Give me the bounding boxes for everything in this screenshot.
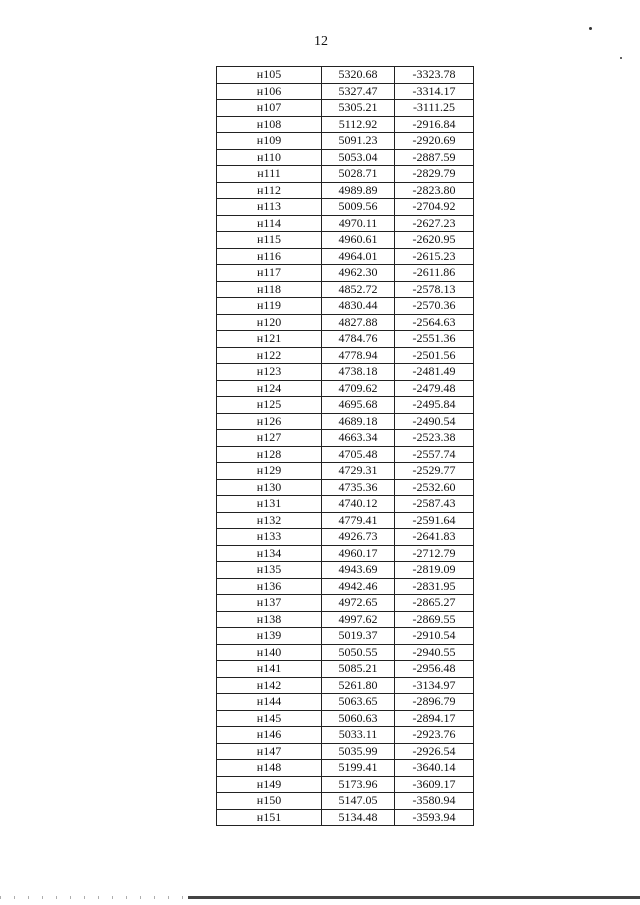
scan-speck <box>589 27 592 30</box>
table-row <box>217 67 474 84</box>
x-coordinate-cell: 4784.76 <box>322 331 395 348</box>
table-row <box>217 545 474 562</box>
point-id-cell: н125 <box>217 397 322 414</box>
point-id-cell: н150 <box>217 793 322 810</box>
y-coordinate-cell: -2490.54 <box>395 413 474 430</box>
table-row <box>217 182 474 199</box>
point-id-cell: н131 <box>217 496 322 513</box>
y-coordinate-cell: -2523.38 <box>395 430 474 447</box>
x-coordinate-cell: 4779.41 <box>322 512 395 529</box>
x-coordinate-cell: 5085.21 <box>322 661 395 678</box>
x-coordinate-cell: 4827.88 <box>322 314 395 331</box>
y-coordinate-cell: -2831.95 <box>395 578 474 595</box>
x-coordinate-cell: 4695.68 <box>322 397 395 414</box>
x-coordinate-cell: 5134.48 <box>322 809 395 826</box>
table-row <box>217 265 474 282</box>
table-row <box>217 232 474 249</box>
x-coordinate-cell: 4830.44 <box>322 298 395 315</box>
point-id-cell: н132 <box>217 512 322 529</box>
point-id-cell: н113 <box>217 199 322 216</box>
point-id-cell: н115 <box>217 232 322 249</box>
table-row <box>217 479 474 496</box>
y-coordinate-cell: -2865.27 <box>395 595 474 612</box>
y-coordinate-cell: -2829.79 <box>395 166 474 183</box>
table-row <box>217 446 474 463</box>
table-row <box>217 331 474 348</box>
y-coordinate-cell: -2481.49 <box>395 364 474 381</box>
y-coordinate-cell: -3593.94 <box>395 809 474 826</box>
point-id-cell: н106 <box>217 83 322 100</box>
point-id-cell: н151 <box>217 809 322 826</box>
y-coordinate-cell: -2923.76 <box>395 727 474 744</box>
coordinates-table-container <box>216 66 474 826</box>
point-id-cell: н141 <box>217 661 322 678</box>
table-row <box>217 809 474 826</box>
point-id-cell: н108 <box>217 116 322 133</box>
table-row <box>217 661 474 678</box>
x-coordinate-cell: 4972.65 <box>322 595 395 612</box>
table-row <box>217 83 474 100</box>
x-coordinate-cell: 4738.18 <box>322 364 395 381</box>
x-coordinate-cell: 5009.56 <box>322 199 395 216</box>
page-number: 12 <box>314 34 328 49</box>
x-coordinate-cell: 4962.30 <box>322 265 395 282</box>
x-coordinate-cell: 5261.80 <box>322 677 395 694</box>
x-coordinate-cell: 5028.71 <box>322 166 395 183</box>
y-coordinate-cell: -3314.17 <box>395 83 474 100</box>
x-coordinate-cell: 4735.36 <box>322 479 395 496</box>
point-id-cell: н110 <box>217 149 322 166</box>
x-coordinate-cell: 5112.92 <box>322 116 395 133</box>
point-id-cell: н118 <box>217 281 322 298</box>
table-row <box>217 463 474 480</box>
table-row <box>217 364 474 381</box>
point-id-cell: н129 <box>217 463 322 480</box>
x-coordinate-cell: 4740.12 <box>322 496 395 513</box>
y-coordinate-cell: -2712.79 <box>395 545 474 562</box>
x-coordinate-cell: 4663.34 <box>322 430 395 447</box>
y-coordinate-cell: -3111.25 <box>395 100 474 117</box>
table-row <box>217 496 474 513</box>
y-coordinate-cell: -2570.36 <box>395 298 474 315</box>
y-coordinate-cell: -2627.23 <box>395 215 474 232</box>
point-id-cell: н114 <box>217 215 322 232</box>
point-id-cell: н144 <box>217 694 322 711</box>
x-coordinate-cell: 5019.37 <box>322 628 395 645</box>
x-coordinate-cell: 4960.17 <box>322 545 395 562</box>
point-id-cell: н122 <box>217 347 322 364</box>
table-row <box>217 529 474 546</box>
y-coordinate-cell: -2587.43 <box>395 496 474 513</box>
point-id-cell: н105 <box>217 67 322 84</box>
table-row <box>217 199 474 216</box>
point-id-cell: н112 <box>217 182 322 199</box>
x-coordinate-cell: 4778.94 <box>322 347 395 364</box>
x-coordinate-cell: 4926.73 <box>322 529 395 546</box>
x-coordinate-cell: 5050.55 <box>322 644 395 661</box>
y-coordinate-cell: -3580.94 <box>395 793 474 810</box>
x-coordinate-cell: 4729.31 <box>322 463 395 480</box>
point-id-cell: н149 <box>217 776 322 793</box>
y-coordinate-cell: -2529.77 <box>395 463 474 480</box>
table-row <box>217 710 474 727</box>
point-id-cell: н145 <box>217 710 322 727</box>
table-row <box>217 727 474 744</box>
table-row <box>217 133 474 150</box>
y-coordinate-cell: -2578.13 <box>395 281 474 298</box>
table-row <box>217 298 474 315</box>
x-coordinate-cell: 5327.47 <box>322 83 395 100</box>
table-row <box>217 281 474 298</box>
y-coordinate-cell: -2615.23 <box>395 248 474 265</box>
point-id-cell: н117 <box>217 265 322 282</box>
table-row <box>217 644 474 661</box>
table-row <box>217 314 474 331</box>
point-id-cell: н123 <box>217 364 322 381</box>
table-row <box>217 628 474 645</box>
y-coordinate-cell: -3609.17 <box>395 776 474 793</box>
x-coordinate-cell: 5060.63 <box>322 710 395 727</box>
point-id-cell: н127 <box>217 430 322 447</box>
x-coordinate-cell: 4960.61 <box>322 232 395 249</box>
y-coordinate-cell: -2551.36 <box>395 331 474 348</box>
x-coordinate-cell: 5035.99 <box>322 743 395 760</box>
y-coordinate-cell: -2956.48 <box>395 661 474 678</box>
x-coordinate-cell: 4970.11 <box>322 215 395 232</box>
point-id-cell: н116 <box>217 248 322 265</box>
point-id-cell: н135 <box>217 562 322 579</box>
point-id-cell: н147 <box>217 743 322 760</box>
y-coordinate-cell: -2479.48 <box>395 380 474 397</box>
y-coordinate-cell: -2819.09 <box>395 562 474 579</box>
y-coordinate-cell: -2501.56 <box>395 347 474 364</box>
y-coordinate-cell: -2910.54 <box>395 628 474 645</box>
y-coordinate-cell: -3640.14 <box>395 760 474 777</box>
table-row <box>217 149 474 166</box>
table-row <box>217 215 474 232</box>
x-coordinate-cell: 5320.68 <box>322 67 395 84</box>
x-coordinate-cell: 4964.01 <box>322 248 395 265</box>
x-coordinate-cell: 5147.05 <box>322 793 395 810</box>
x-coordinate-cell: 4709.62 <box>322 380 395 397</box>
table-row <box>217 578 474 595</box>
table-row <box>217 512 474 529</box>
point-id-cell: н139 <box>217 628 322 645</box>
y-coordinate-cell: -2823.80 <box>395 182 474 199</box>
x-coordinate-cell: 4852.72 <box>322 281 395 298</box>
point-id-cell: н109 <box>217 133 322 150</box>
point-id-cell: н121 <box>217 331 322 348</box>
table-row <box>217 248 474 265</box>
point-id-cell: н148 <box>217 760 322 777</box>
table-row <box>217 413 474 430</box>
table-row <box>217 776 474 793</box>
x-coordinate-cell: 4689.18 <box>322 413 395 430</box>
x-coordinate-cell: 5091.23 <box>322 133 395 150</box>
x-coordinate-cell: 5199.41 <box>322 760 395 777</box>
y-coordinate-cell: -2564.63 <box>395 314 474 331</box>
y-coordinate-cell: -2557.74 <box>395 446 474 463</box>
y-coordinate-cell: -2916.84 <box>395 116 474 133</box>
y-coordinate-cell: -2887.59 <box>395 149 474 166</box>
table-row <box>217 677 474 694</box>
table-row <box>217 562 474 579</box>
y-coordinate-cell: -2620.95 <box>395 232 474 249</box>
y-coordinate-cell: -3134.97 <box>395 677 474 694</box>
y-coordinate-cell: -2611.86 <box>395 265 474 282</box>
point-id-cell: н128 <box>217 446 322 463</box>
x-coordinate-cell: 5173.96 <box>322 776 395 793</box>
coordinates-table-body <box>217 67 474 826</box>
y-coordinate-cell: -2940.55 <box>395 644 474 661</box>
point-id-cell: н142 <box>217 677 322 694</box>
y-coordinate-cell: -2591.64 <box>395 512 474 529</box>
y-coordinate-cell: -2704.92 <box>395 199 474 216</box>
table-row <box>217 743 474 760</box>
scan-speck <box>620 57 622 59</box>
table-row <box>217 694 474 711</box>
y-coordinate-cell: -2894.17 <box>395 710 474 727</box>
x-coordinate-cell: 4942.46 <box>322 578 395 595</box>
point-id-cell: н134 <box>217 545 322 562</box>
table-row <box>217 166 474 183</box>
x-coordinate-cell: 5063.65 <box>322 694 395 711</box>
point-id-cell: н140 <box>217 644 322 661</box>
table-row <box>217 611 474 628</box>
point-id-cell: н119 <box>217 298 322 315</box>
point-id-cell: н124 <box>217 380 322 397</box>
y-coordinate-cell: -2920.69 <box>395 133 474 150</box>
x-coordinate-cell: 5305.21 <box>322 100 395 117</box>
point-id-cell: н111 <box>217 166 322 183</box>
table-row <box>217 397 474 414</box>
point-id-cell: н133 <box>217 529 322 546</box>
y-coordinate-cell: -2869.55 <box>395 611 474 628</box>
scan-edge-specks <box>0 896 185 899</box>
table-row <box>217 380 474 397</box>
x-coordinate-cell: 4943.69 <box>322 562 395 579</box>
x-coordinate-cell: 4989.89 <box>322 182 395 199</box>
table-row <box>217 793 474 810</box>
table-row <box>217 347 474 364</box>
table-row <box>217 760 474 777</box>
point-id-cell: н136 <box>217 578 322 595</box>
point-id-cell: н107 <box>217 100 322 117</box>
table-row <box>217 430 474 447</box>
y-coordinate-cell: -3323.78 <box>395 67 474 84</box>
point-id-cell: н138 <box>217 611 322 628</box>
y-coordinate-cell: -2926.54 <box>395 743 474 760</box>
point-id-cell: н120 <box>217 314 322 331</box>
scan-edge-line <box>188 896 640 899</box>
table-row <box>217 116 474 133</box>
y-coordinate-cell: -2532.60 <box>395 479 474 496</box>
coordinates-table <box>216 66 474 826</box>
point-id-cell: н146 <box>217 727 322 744</box>
point-id-cell: н126 <box>217 413 322 430</box>
point-id-cell: н130 <box>217 479 322 496</box>
point-id-cell: н137 <box>217 595 322 612</box>
y-coordinate-cell: -2495.84 <box>395 397 474 414</box>
y-coordinate-cell: -2896.79 <box>395 694 474 711</box>
x-coordinate-cell: 4705.48 <box>322 446 395 463</box>
x-coordinate-cell: 5053.04 <box>322 149 395 166</box>
x-coordinate-cell: 4997.62 <box>322 611 395 628</box>
y-coordinate-cell: -2641.83 <box>395 529 474 546</box>
table-row <box>217 595 474 612</box>
x-coordinate-cell: 5033.11 <box>322 727 395 744</box>
table-row <box>217 100 474 117</box>
